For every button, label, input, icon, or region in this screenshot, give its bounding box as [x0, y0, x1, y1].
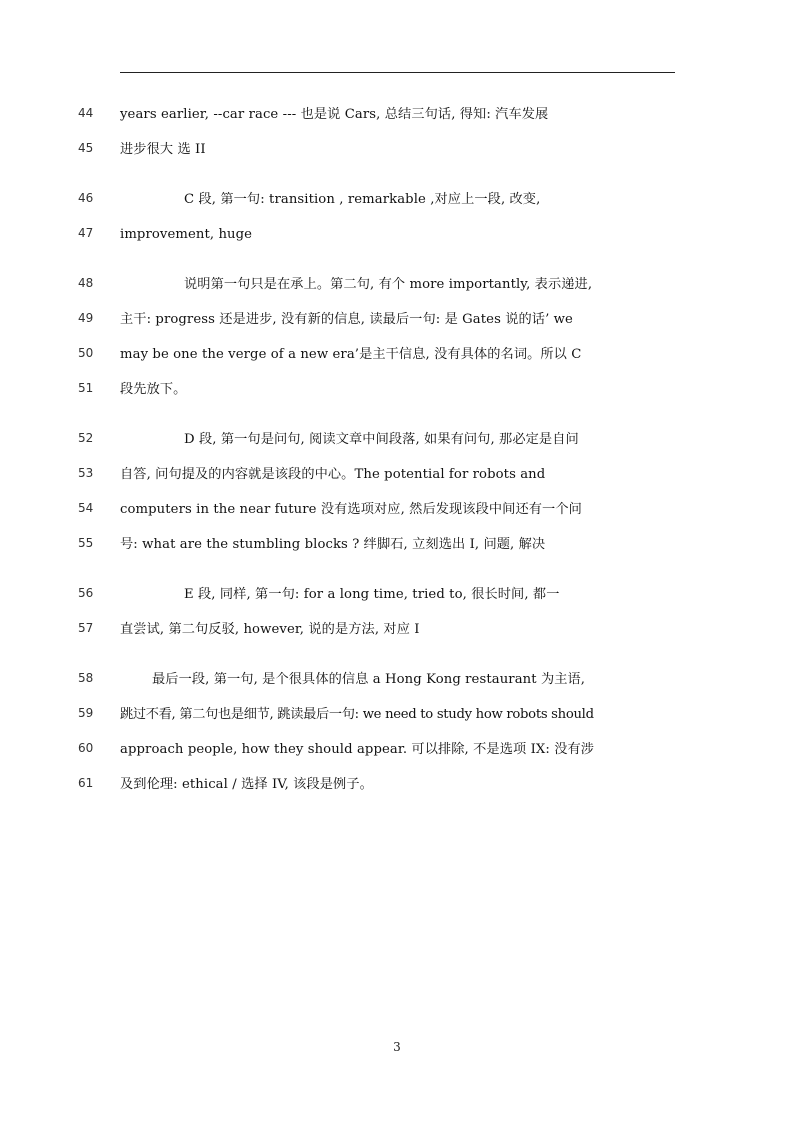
line-text: 自答, 问句提及的内容就是该段的中心。The potential for robots and — [120, 467, 546, 482]
line-number: 58 — [78, 671, 94, 685]
text-line — [0, 378, 794, 402]
text-line — [0, 343, 794, 367]
line-text: E 段, 同样, 第一句: for a long time, tried to, 很长时间, 都一 — [184, 587, 560, 602]
line-text: 主干: progress 还是进步, 没有新的信息, 读最后一句: 是 Gates 说的话’ we — [120, 312, 573, 327]
line-text: improvement, huge — [120, 227, 253, 242]
text-line — [0, 773, 794, 797]
text-line — [0, 668, 794, 692]
line-text: years earlier, --car race --- 也是说 Cars, 总结三句话, 得知: 汽车发展 — [120, 107, 549, 122]
line-number: 60 — [78, 741, 94, 755]
line-text: approach people, how they should appear. 可以排除, 不是选项 IX: 没有涉 — [120, 742, 595, 757]
line-number: 45 — [78, 141, 94, 155]
line-text: C 段, 第一句: transition , remarkable ,对应上一段, 改变, — [184, 192, 541, 207]
line-text: may be one the verge of a new era’是主干信息, 没有具体的名词。所以 C — [120, 347, 582, 362]
line-number: 55 — [78, 536, 94, 550]
text-line — [0, 703, 794, 727]
line-number: 48 — [78, 276, 94, 290]
text-line — [0, 738, 794, 762]
line-text: 直尝试, 第二句反驳, however, 说的是方法, 对应 I — [120, 622, 420, 637]
header-rule — [120, 72, 675, 73]
page-number: 3 — [393, 1040, 401, 1054]
line-number: 49 — [78, 311, 94, 325]
text-line — [0, 498, 794, 522]
line-number: 52 — [78, 431, 94, 445]
line-text: 号: what are the stumbling blocks ? 绊脚石, 立刻选出 I, 问题, 解决 — [120, 537, 546, 552]
text-line — [0, 463, 794, 487]
line-text: D 段, 第一句是问句, 阅读文章中间段落, 如果有问句, 那必定是自问 — [184, 432, 579, 447]
line-text: 进步很大 选 II — [120, 142, 206, 157]
text-line — [0, 188, 794, 212]
line-text: 跳过不看, 第二句也是细节, 跳读最后一句: we need to study how robots should — [120, 707, 594, 722]
text-line — [0, 308, 794, 332]
text-line — [0, 618, 794, 642]
line-number: 47 — [78, 226, 94, 240]
line-text: 说明第一句只是在承上。第二句, 有个 more importantly, 表示递进, — [184, 277, 593, 292]
line-number: 54 — [78, 501, 94, 515]
text-line — [0, 138, 794, 162]
text-line — [0, 533, 794, 557]
line-number: 51 — [78, 381, 94, 395]
line-text: 最后一段, 第一句, 是个很具体的信息 a Hong Kong restaurant 为主语, — [152, 672, 586, 687]
line-number: 46 — [78, 191, 94, 205]
line-number: 57 — [78, 621, 94, 635]
line-text: computers in the near future 没有选项对应, 然后发现该段中间还有一个问 — [120, 502, 582, 517]
line-number: 44 — [78, 106, 94, 120]
line-number: 61 — [78, 776, 94, 790]
line-number: 59 — [78, 706, 94, 720]
line-number: 56 — [78, 586, 94, 600]
line-text: 及到伦理: ethical / 选择 IV, 该段是例子。 — [120, 777, 373, 792]
text-line — [0, 428, 794, 452]
text-line — [0, 103, 794, 127]
text-line — [0, 583, 794, 607]
text-line — [0, 223, 794, 247]
line-number: 53 — [78, 466, 94, 480]
line-number: 50 — [78, 346, 94, 360]
line-text: 段先放下。 — [120, 382, 187, 397]
text-line — [0, 273, 794, 297]
